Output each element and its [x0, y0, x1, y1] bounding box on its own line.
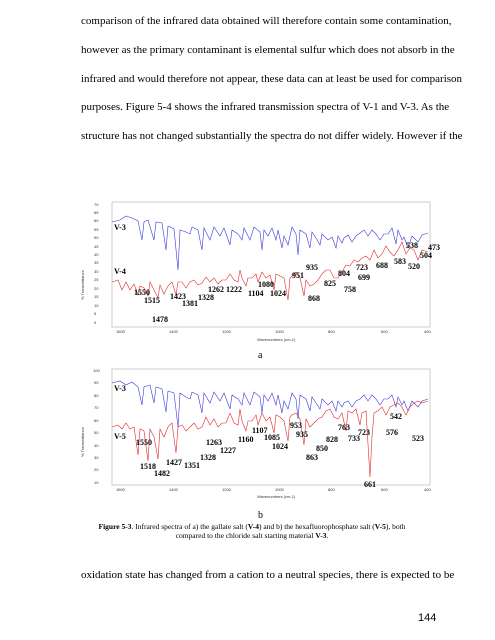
trace-label-v4: V-4: [114, 267, 126, 276]
peak-label: 804: [338, 269, 350, 278]
x-tick: 800: [328, 487, 335, 492]
peak-label: 1351: [184, 461, 200, 470]
compound-ref: V-3: [315, 531, 327, 540]
x-tick: 400: [424, 487, 431, 492]
peak-label: 523: [412, 434, 424, 443]
peak-label: 868: [308, 294, 320, 303]
y-tick: 5: [94, 311, 97, 316]
peak-label: 473: [428, 243, 440, 252]
peak-label: 723: [356, 263, 368, 272]
x-tick: 1600: [116, 487, 125, 492]
peak-label: 763: [338, 423, 350, 432]
x-tick: 1000: [275, 329, 284, 334]
peak-label: 1160: [238, 435, 254, 444]
y-tick: 15: [94, 294, 99, 299]
peak-label: 1427: [166, 458, 182, 467]
peak-label: 520: [408, 262, 420, 271]
y-tick: 10: [94, 303, 99, 308]
caption-text: .: [326, 531, 329, 540]
peak-label: 1381: [182, 299, 198, 308]
peak-label: 1515: [144, 296, 160, 305]
peak-label: 1024: [272, 442, 288, 451]
text-line: purposes. Figure 5-4 shows the infrared transmission spectra of V-1 and V-3. As the: [81, 101, 450, 113]
peak-label: 1107: [252, 426, 268, 435]
y-tick: 30: [94, 269, 99, 274]
y-tick: 60: [94, 218, 99, 223]
peak-label: 1478: [152, 315, 168, 324]
x-tick: 400: [424, 329, 431, 334]
figure-a-sublabel: a: [258, 350, 263, 361]
peak-label: 1262: [208, 285, 224, 294]
y-ticks: [94, 202, 99, 325]
compound-ref: V-5: [374, 522, 386, 531]
y-ticks: [93, 368, 100, 485]
peak-label: 1104: [248, 289, 264, 298]
peak-label: 1263: [206, 438, 222, 447]
ir-spectrum-figure-b: [80, 367, 437, 500]
peak-label: 1482: [154, 469, 170, 478]
peak-label: 504: [420, 251, 432, 260]
figure-b-sublabel: b: [258, 510, 263, 521]
text-line: comparison of the infrared data obtained will therefore contain some contamination,: [81, 15, 452, 27]
caption-text: ), both: [385, 522, 406, 531]
x-axis-title: Wavenumbers (cm-1): [257, 494, 296, 499]
peak-label: 1085: [264, 433, 280, 442]
y-tick: 55: [94, 227, 99, 232]
compound-ref: V-4: [247, 522, 259, 531]
peak-label: 688: [376, 261, 388, 270]
y-axis-title: % Transmittance: [80, 270, 85, 300]
y-tick: 40: [94, 252, 99, 257]
peak-label: 1423: [170, 292, 186, 301]
plot-frame: [112, 369, 430, 485]
peak-label: 863: [306, 453, 318, 462]
x-tick: 1200: [222, 487, 231, 492]
caption-text: ) and b) the hexafluorophosphate salt (: [259, 522, 375, 531]
paragraph-bottom: oxidation state has changed from a cation to a neutral species, there is expected to be: [81, 569, 455, 581]
peak-label: 1024: [270, 289, 286, 298]
peak-label: 951: [292, 271, 304, 280]
text-line: structure has not changed substantially the spectra do not differ widely. However if the: [81, 130, 463, 142]
trace-label-v3: V-3: [114, 223, 126, 232]
peak-label: 583: [394, 257, 406, 266]
peak-label: 825: [324, 279, 336, 288]
peak-label: 699: [358, 273, 370, 282]
peak-label: 733: [348, 434, 360, 443]
x-tick: 1000: [275, 487, 284, 492]
y-tick: 70: [94, 202, 99, 207]
caption-label: Figure 5-3: [98, 522, 132, 531]
x-tick: 1200: [222, 329, 231, 334]
y-tick: 35: [94, 260, 99, 265]
text-line: however as the primary contaminant is elemental sulfur which does not absorb in the: [81, 44, 455, 56]
x-ticks: [116, 487, 431, 492]
y-tick: 20: [94, 286, 99, 291]
x-tick: 800: [328, 329, 335, 334]
peak-label: 1550: [136, 438, 152, 447]
peak-label: 661: [364, 480, 376, 489]
caption-text: . Infrared spectra of a) the gallate salt (: [131, 522, 248, 531]
x-ticks: [116, 329, 431, 334]
peak-label: 850: [316, 444, 328, 453]
y-tick: 90: [94, 380, 99, 385]
y-tick: 20: [94, 467, 99, 472]
spectrum-b-svg: [80, 367, 437, 500]
peak-label: 538: [406, 241, 418, 250]
peak-label: 758: [344, 285, 356, 294]
figure-caption: [82, 522, 422, 540]
y-tick: 10: [94, 480, 99, 485]
peak-label: 1222: [226, 285, 242, 294]
peak-label: 953: [290, 421, 302, 430]
peak-label: 1328: [200, 453, 216, 462]
peak-label: 1227: [220, 446, 236, 455]
peak-label: 542: [390, 412, 402, 421]
y-tick: 30: [94, 455, 99, 460]
y-tick: 65: [94, 210, 99, 215]
peak-label: 723: [358, 428, 370, 437]
y-tick: 50: [94, 235, 99, 240]
y-tick: 40: [94, 443, 99, 448]
y-tick: 80: [94, 393, 99, 398]
spectrum-a-svg: [80, 200, 440, 346]
peak-label: 828: [326, 435, 338, 444]
page-number: 144: [418, 612, 437, 624]
x-tick: 600: [381, 487, 388, 492]
x-tick: 1600: [116, 329, 125, 334]
peak-label: 576: [386, 428, 398, 437]
text-line: infrared and would therefore not appear, these data can at least be used for comparison: [81, 73, 463, 85]
y-tick: 60: [94, 418, 99, 423]
y-tick: 25: [94, 277, 99, 282]
x-tick: 600: [381, 329, 388, 334]
peak-label: 935: [296, 430, 308, 439]
peak-label: 935: [306, 263, 318, 272]
y-tick: 100: [93, 368, 100, 373]
ir-spectrum-figure-a: [80, 200, 440, 346]
peak-label: 1328: [198, 293, 214, 302]
trace-label-v5: V-5: [114, 432, 126, 441]
x-tick: 1400: [169, 329, 178, 334]
peak-label: 1080: [258, 280, 274, 289]
y-tick: 70: [94, 405, 99, 410]
trace-v3: [112, 381, 428, 427]
y-tick: 0: [94, 320, 97, 325]
peak-label: 1550: [134, 288, 150, 297]
trace-label-v3: V-3: [114, 384, 126, 393]
caption-text: compared to the chloride salt starting material: [175, 531, 316, 540]
y-axis-title: % Transmittance: [80, 427, 85, 457]
peak-label: 1518: [140, 462, 156, 471]
x-tick: 1400: [169, 487, 178, 492]
x-axis-title: Wavenumbers (cm-1): [257, 337, 296, 342]
peak-labels-b: [136, 412, 424, 489]
y-tick: 50: [94, 430, 99, 435]
y-tick: 45: [94, 244, 99, 249]
